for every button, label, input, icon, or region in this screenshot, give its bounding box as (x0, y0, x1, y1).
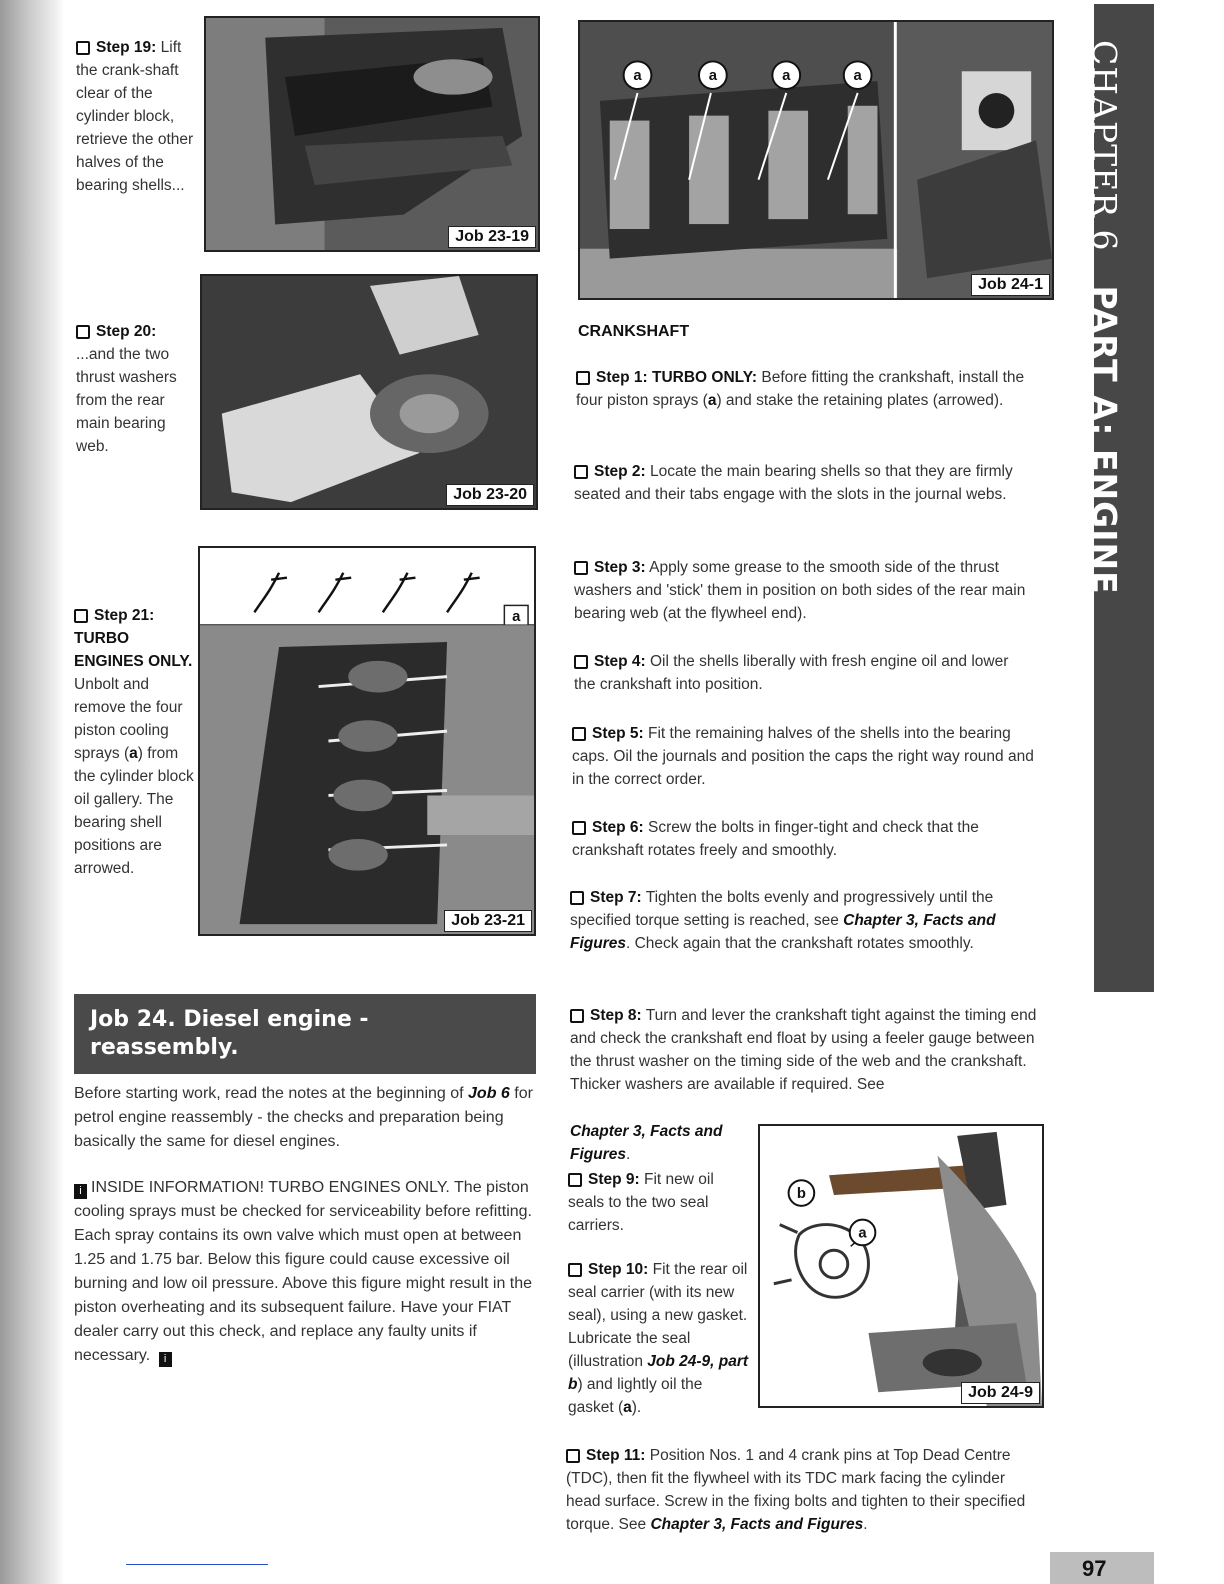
step-19 (76, 36, 196, 197)
figure-caption: Job 23-20 (446, 484, 534, 506)
figure-job-23-21 (198, 546, 536, 936)
step-number: Step 11: (586, 1447, 646, 1464)
checkbox-icon (574, 561, 588, 575)
step-text: Screw the bolts in finger-tight and check that the crankshaft rotates freely and smoothly. (572, 819, 979, 859)
checkbox-icon (572, 821, 586, 835)
intro-text: Before starting work, read the notes at the beginning of (74, 1085, 469, 1102)
part-label: PART A: ENGINE (1085, 285, 1124, 595)
seal-callout-b: b (796, 1185, 806, 1202)
sprays-marker-a: a (512, 609, 521, 626)
step-text: ). (631, 1399, 642, 1416)
step-emphasis: TURBO ONLY: (652, 369, 758, 386)
chapter-side-tab-text (1085, 40, 1124, 595)
step-number: Step 7: (590, 889, 642, 906)
oil-seal-carrier-illustration (760, 1126, 1042, 1406)
step-text: ...and the two thrust washers from the rear main bearing web. (76, 346, 177, 455)
step-number: Step 4: (594, 653, 646, 670)
figure-caption: Job 24-1 (971, 274, 1050, 296)
crankshaft-step-8-ref (570, 1120, 750, 1166)
checkbox-icon (574, 655, 588, 669)
crankshaft-step-2 (574, 460, 1014, 506)
step-text: ) and stake the retaining plates (arrowed). (716, 392, 1004, 409)
section-heading: CRANKSHAFT (578, 323, 690, 340)
step-text: Unbolt and remove the four piston cooling sprays ( (74, 676, 183, 762)
step-text: Position Nos. 1 and 4 crank pins at Top Dead Centre (TDC), then fit the flywheel with its TDC mark facing the cylinder head surface. Screw in the fixing bolts and tighten to their specified torque. See (566, 1447, 1026, 1533)
marker-a: a (129, 745, 138, 762)
step-emphasis: TURBO ENGINES ONLY. (74, 630, 193, 670)
intro-text: for petrol engine reassembly - the checks and preparation being basically the same for diesel engines. (74, 1085, 533, 1150)
crankshaft-step-11 (566, 1444, 1042, 1536)
checkbox-icon (570, 1009, 584, 1023)
step-text: Apply some grease to the smooth side of the thrust washers and 'stick' them in position on both sides of the rear main bearing web (at the flywheel end). (574, 559, 1026, 622)
crankshaft-step-4 (574, 650, 1034, 696)
book-spine-shadow (0, 0, 64, 1584)
step-text: Fit the remaining halves of the shells into the bearing caps. Oil the journals and position the caps the right way round and in the correct order. (572, 725, 1034, 788)
intro-reference: Job 6 (468, 1085, 510, 1102)
figure-job-24-9 (758, 1124, 1044, 1408)
step-text: ) and lightly oil the gasket ( (568, 1376, 703, 1416)
cylinder-block-illustration (200, 548, 534, 934)
figure-caption: Job 23-21 (444, 910, 532, 932)
step-text: Locate the main bearing shells so that they are firmly seated and their tabs engage with the slots in the journal webs. (574, 463, 1013, 503)
piston-sprays-photo (580, 22, 1052, 298)
step-text: . Check again that the crankshaft rotates smoothly. (625, 935, 974, 952)
info-end-icon: i (159, 1352, 172, 1367)
checkbox-icon (570, 891, 584, 905)
step-text: Fit the rear oil seal carrier (with its new seal), using a new gasket. Lubricate the seal (illustration (568, 1261, 748, 1370)
marker-a: a (623, 1399, 632, 1416)
figure-reference: Job 24-9, part b (568, 1353, 749, 1393)
step-number: Step 9: (588, 1171, 640, 1188)
page-number: 97 (1082, 1556, 1107, 1581)
step-number: Step 5: (592, 725, 644, 742)
step-text: Before fitting the crankshaft, install the four piston sprays ( (576, 369, 1025, 409)
crankshaft-step-6 (572, 816, 1046, 862)
step-text: Oil the shells liberally with fresh engine oil and lower the crankshaft into position. (574, 653, 1009, 693)
step-20 (76, 320, 196, 458)
crankshaft-step-5 (572, 722, 1034, 791)
chapter-reference: Chapter 3, Facts and Figures (570, 1123, 723, 1163)
chapter-reference: Chapter 3, Facts and Figures (650, 1516, 864, 1533)
spray-callout-1: a (633, 68, 642, 85)
job-24-intro (74, 1082, 534, 1154)
job-24-title-banner (74, 994, 536, 1074)
step-number: Step 6: (592, 819, 644, 836)
crankshaft-step-8 (570, 1004, 1040, 1096)
step-number: Step 8: (590, 1007, 642, 1024)
step-text: Lift the crank-shaft clear of the cylinder block, retrieve the other halves of the bearing shells... (76, 39, 194, 194)
checkbox-icon (568, 1263, 582, 1277)
crankshaft-step-9 (568, 1168, 752, 1237)
checkbox-icon (76, 325, 90, 339)
inside-information-box (74, 1176, 534, 1368)
chapter-reference: Chapter 3, Facts and Figures (570, 912, 996, 952)
checkbox-icon (566, 1449, 580, 1463)
checkbox-icon (76, 41, 90, 55)
figure-job-23-19 (204, 16, 540, 252)
marker-a: a (707, 392, 717, 409)
checkbox-icon (576, 371, 590, 385)
step-number: Step 3: (594, 559, 646, 576)
figure-job-24-1 (578, 20, 1054, 300)
crankshaft-heading (578, 320, 689, 343)
step-text: Fit new oil seals to the two seal carriers. (568, 1171, 714, 1234)
figure-caption: Job 23-19 (448, 226, 536, 248)
step-number: Step 1: (596, 369, 648, 386)
figure-caption: Job 24-9 (961, 1382, 1040, 1404)
crankshaft-step-10 (568, 1258, 752, 1419)
checkbox-icon (74, 609, 88, 623)
step-number: Step 21: (94, 607, 155, 624)
crankshaft-step-3 (574, 556, 1029, 625)
step-text: Turn and lever the crankshaft tight against the timing end and check the crankshaft end float by using a feeler gauge between the thrust washer on the timing side of the web and the crankshaft. Thicker washers are available if required. See (570, 1007, 1037, 1093)
chapter-label: CHAPTER 6 (1085, 40, 1124, 252)
thrust-washer-photo (202, 276, 536, 508)
step-number: Step 20: (96, 323, 157, 340)
crankshaft-step-1 (576, 366, 1046, 412)
step-21 (74, 604, 194, 880)
engine-photo (206, 18, 538, 250)
checkbox-icon (568, 1173, 582, 1187)
footer-rule (126, 1564, 268, 1565)
job-title: Job 24. Diesel engine - reassembly. (90, 1007, 369, 1060)
step-text: Tighten the bolts evenly and progressively until the specified torque setting is reached, see (570, 889, 994, 929)
spray-callout-3: a (782, 68, 791, 85)
figure-job-23-20 (200, 274, 538, 510)
info-text: INSIDE INFORMATION! TURBO ENGINES ONLY. The piston cooling sprays must be checked for serviceability before refitting. Each spray contains its own valve which must open at between 1.25 and 1.75 bar. Below this figure could cause excessive oil burning and low oil pressure. Above this figure might result in the piston overheating and its subsequent failure. Have your FIAT dealer carry out this check, and replace any faulty units if necessary. (74, 1179, 533, 1364)
checkbox-icon (574, 465, 588, 479)
step-text: . (863, 1516, 868, 1533)
step-number: Step 19: (96, 39, 157, 56)
info-icon: i (74, 1184, 87, 1199)
crankshaft-step-7 (570, 886, 1034, 955)
spray-callout-4: a (853, 68, 862, 85)
step-text: . (625, 1146, 631, 1163)
spray-callout-2: a (708, 68, 718, 85)
step-text: ) from the cylinder block oil gallery. The bearing shell positions are arrowed. (74, 745, 194, 877)
checkbox-icon (572, 727, 586, 741)
step-number: Step 2: (594, 463, 646, 480)
step-number: Step 10: (588, 1261, 649, 1278)
gasket-callout-a: a (858, 1225, 867, 1242)
